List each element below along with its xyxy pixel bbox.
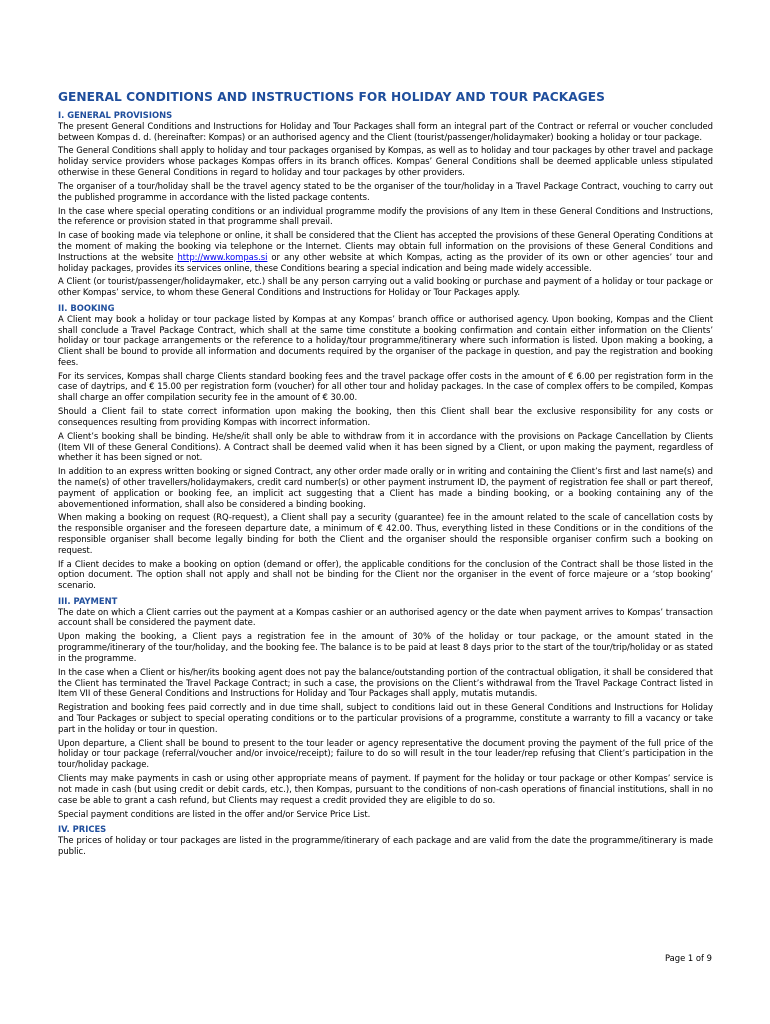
paragraph: In addition to an express written booking or signed Contract, any other order made orally or in writing and containing the Client’s first and last name(s) and the name(s) of other travellers/holidaymakers, credit card number(s) or other payment instrument ID, the payment of registration fee shall or part thereof, payment of application or booking fee, an implicit act suggesting that a Client has made a binding booking, or a booking containing any of the abovementioned information, shall also be considered a binding booking. (58, 466, 713, 509)
section-heading-payment: III. PAYMENT (58, 595, 118, 606)
section-heading-general-provisions: I. GENERAL PROVISIONS (58, 110, 173, 120)
paragraph: The present General Conditions and Instructions for Holiday and Tour Packages shall form an integral part of the Contract or referral or voucher concluded between Kompas d. d. (hereinafter: Kompas) or an authorised agency and the Client (tourist/passenger/holidaymaker) booking a holiday or tour package. (58, 120, 713, 142)
section-heading-prices: IV. PRICES (58, 824, 107, 835)
paragraph: Clients may make payments in cash or using other appropriate means of payment. If payment for the holiday or tour package or other Kompas’ service is not made in cash (but using credit or debit cards, etc.), then Kompas, pursuant to the conditions of non-cash operations of financial institutions, shall in no case be able to grant a cash refund, but Clients may request a credit provided they are eligible to do so. (58, 773, 713, 805)
paragraph-text: or any other website at which Kompas, acting as the provider of its own or other agencies’ tour and holiday packages, provides its services online, these Conditions bearing a special indication and being made widely accessible. (58, 251, 713, 273)
paragraph: Upon making the booking, a Client pays a registration fee in the amount of 30% of the holiday or tour package, or the amount stated in the programme/itinerary of the tour/holiday, and the booking fee. The balance is to be paid at least 8 days prior to the start of the tour/trip/holiday or as stated in the programme. (58, 631, 713, 663)
paragraph: A Client (or tourist/passenger/holidaymaker, etc.) shall be any person carrying out a valid booking or purchase and payment of a holiday or tour package or other Kompas’ service, to whom these General Conditions and Instructions for Holiday or Tour Packages apply. (58, 276, 713, 298)
page-number: Page 1 of 9 (665, 953, 712, 963)
paragraph: The organiser of a tour/holiday shall be the travel agency stated to be the organiser of the tour/holiday in a Travel Package Contract, vouching to carry out the published programme in accordance with the listed package contents. (58, 180, 713, 202)
paragraph: In the case where special operating conditions or an individual programme modify the provisions of any Item in these General Conditions and Instructions, the reference or provision stated in that programme shall prevail. (58, 205, 713, 227)
paragraph-text: In case of booking made via telephone or online, it shall be considered that the Client has accepted the provisions of these General Operating Conditions at the moment of making the booking via telephone or the Internet. Clients may obtain full information on the provisions of these General Conditions and Instructions at the website (58, 230, 713, 262)
paragraph: When making a booking on request (RQ-request), a Client shall pay a security (guarantee) fee in the amount related to the scale of cancellation costs by the responsible organiser and the foreseen departure date, a minimum of € 42.00. Thus, everything listed in these Conditions or in the conditions of the responsible organiser shall become legally binding for both the Client and the organiser should the responsible organiser confirm such a booking on request. (58, 512, 713, 555)
paragraph: A Client’s booking shall be binding. He/she/it shall only be able to withdraw from it in accordance with the provisions on Package Cancellation by Clients (Item VII of these General Conditions). A Contract shall be deemed valid when it has been signed by a Client, or upon making the payment, regardless of whether it has been signed or not. (58, 430, 713, 463)
paragraph-with-link (58, 230, 713, 273)
paragraph: The prices of holiday or tour packages are listed in the programme/itinerary of each package and are valid from the date the programme/itinerary is made public. (58, 835, 713, 856)
paragraph: If a Client decides to make a booking on option (demand or offer), the applicable conditions for the conclusion of the Contract shall be those listed in the option document. The option shall not apply and shall not be binding for the Client nor the organiser in the event of force majeure or a ‘stop booking’ scenario. (58, 558, 713, 591)
paragraph: The date on which a Client carries out the payment at a Kompas cashier or an authorised agency or the date when payment arrives to Kompas’ transaction account shall be considered the payment date. (58, 606, 713, 628)
paragraph: The General Conditions shall apply to holiday and tour packages organised by Kompas, as well as to holiday and tour packages by other travel and package holiday service providers whose packages Kompas offers in its branch offices. Kompas’ General Conditions shall be deemed applicable unless stipulated otherwise in these General Conditions in regard to holiday and tour packages by other providers. (58, 145, 713, 177)
paragraph: Special payment conditions are listed in the offer and/or Service Price List. (58, 808, 371, 819)
document-title: GENERAL CONDITIONS AND INSTRUCTIONS FOR HOLIDAY AND TOUR PACKAGES (58, 90, 605, 104)
paragraph: A Client may book a holiday or tour package listed by Kompas at any Kompas’ branch office or authorised agency. Upon booking, Kompas and the Client shall conclude a Travel Package Contract, which shall at the same time constitute a booking confirmation and contain either information on the Clients’ holiday or tour package arrangements or the reference to a holiday/tour programme/itinerary where such information is listed. Upon making a booking, a Client shall be bound to provide all information and documents required by the organiser of the package in question, and pay the registration and booking fees. (58, 313, 713, 367)
paragraph: For its services, Kompas shall charge Clients standard booking fees and the travel package offer costs in the amount of € 6.00 per registration form in the case of daytrips, and € 15.00 per registration form (voucher) for all other tour and holiday packages. In the case of complex offers to be compiled, Kompas shall charge an offer compilation security fee in the amount of € 30.00. (58, 370, 713, 403)
paragraph: Should a Client fail to state correct information upon making the booking, then this Client shall bear the exclusive responsibility for any costs or consequences resulting from providing Kompas with incorrect information. (58, 406, 713, 427)
paragraph: Registration and booking fees paid correctly and in due time shall, subject to conditions laid out in these General Conditions and Instructions for Holiday and Tour Packages or subject to special operating conditions or to the particular provisions of a programme, constitute a warranty to fill a vacancy or take part in the holiday or tour in question. (58, 702, 713, 734)
paragraph: In the case when a Client or his/her/its booking agent does not pay the balance/outstanding portion of the contractual obligation, it shall be considered that the Client has terminated the Travel Package Contract; in such a case, the provisions on the Client’s withdrawal from the Travel Package Contract listed in Item VII of these General Conditions and Instructions for Holiday and Tour Packages shall apply, mutatis mutandis. (58, 666, 713, 699)
section-heading-booking: II. BOOKING (58, 302, 115, 313)
document-body (58, 90, 713, 860)
kompas-website-link[interactable]: http://www.kompas.si (177, 251, 268, 262)
paragraph: Upon departure, a Client shall be bound to present to the tour leader or agency representative the document proving the payment of the full price of the holiday or tour package (referral/voucher and/or invoice/receipt); failure to do so will result in the tour leader/rep refusing that Client’s participation in the tour/holiday package. (58, 737, 713, 770)
